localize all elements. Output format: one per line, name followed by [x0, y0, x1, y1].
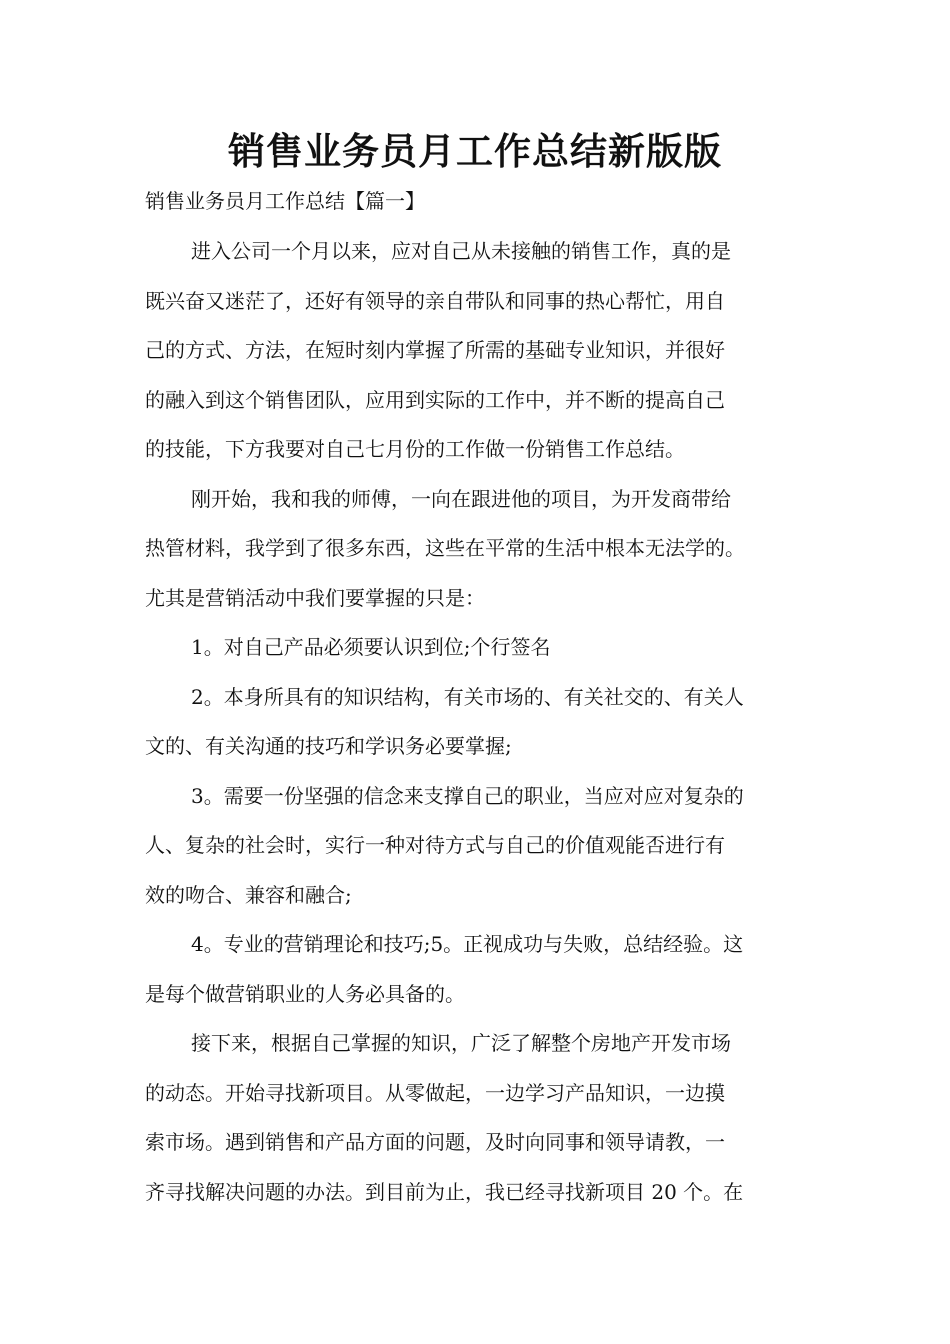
body-text — [145, 237, 807, 1227]
text-line: 刚开始，我和我的师傅，一向在跟进他的项目，为开发商带给 — [191, 486, 731, 511]
text-line: 尤其是营销活动中我们要掌握的只是： — [145, 585, 485, 610]
text-line: 文的、有关沟通的技巧和学识务必要掌握; — [145, 734, 512, 758]
text-line: 的动态。开始寻找新项目。从零做起，一边学习产品知识，一边摸 — [145, 1080, 725, 1105]
text-line: 齐寻找解决问题的办法。到目前为止，我已经寻找新项目 20 个。在 — [145, 1179, 744, 1204]
text-line: 接下来，根据自己掌握的知识，广泛了解整个房地产开发市场 — [191, 1031, 731, 1055]
text-line: 1。对自己产品必须要认识到位;个行签名 — [191, 635, 551, 659]
text-line: 人、复杂的社会时，实行一种对待方式与自己的价值观能否进行有 — [145, 833, 725, 857]
text-line: 是每个做营销职业的人务必具备的。 — [145, 981, 465, 1006]
text-line: 既兴奋又迷茫了，还好有领导的亲自带队和同事的热心帮忙，用自 — [145, 288, 725, 313]
text-line: 4。专业的营销理论和技巧;5。正视成功与失败，总结经验。这 — [191, 932, 744, 956]
text-line: 3。需要一份坚强的信念来支撑自己的职业，当应对应对复杂的 — [191, 783, 744, 808]
text-line: 热管材料，我学到了很多东西，这些在平常的生活中根本无法学的。 — [145, 536, 745, 560]
text-line: 2。本身所具有的知识结构，有关市场的、有关社交的、有关人 — [191, 684, 744, 709]
text-line: 效的吻合、兼容和融合; — [145, 882, 352, 907]
section-heading: 销售业务员月工作总结【篇一】 — [145, 189, 425, 213]
text-line: 的技能，下方我要对自己七月份的工作做一份销售工作总结。 — [145, 437, 685, 461]
text-line: 己的方式、方法，在短时刻内掌握了所需的基础专业知识，并很好 — [145, 338, 725, 362]
document-title: 销售业务员月工作总结新版版 — [228, 130, 722, 173]
text-line: 索市场。遇到销售和产品方面的问题，及时向同事和领导请教，一 — [145, 1130, 725, 1154]
text-line: 的融入到这个销售团队，应用到实际的工作中，并不断的提高自己 — [145, 387, 725, 412]
text-line: 进入公司一个月以来，应对自己从未接触的销售工作，真的是 — [191, 239, 731, 263]
